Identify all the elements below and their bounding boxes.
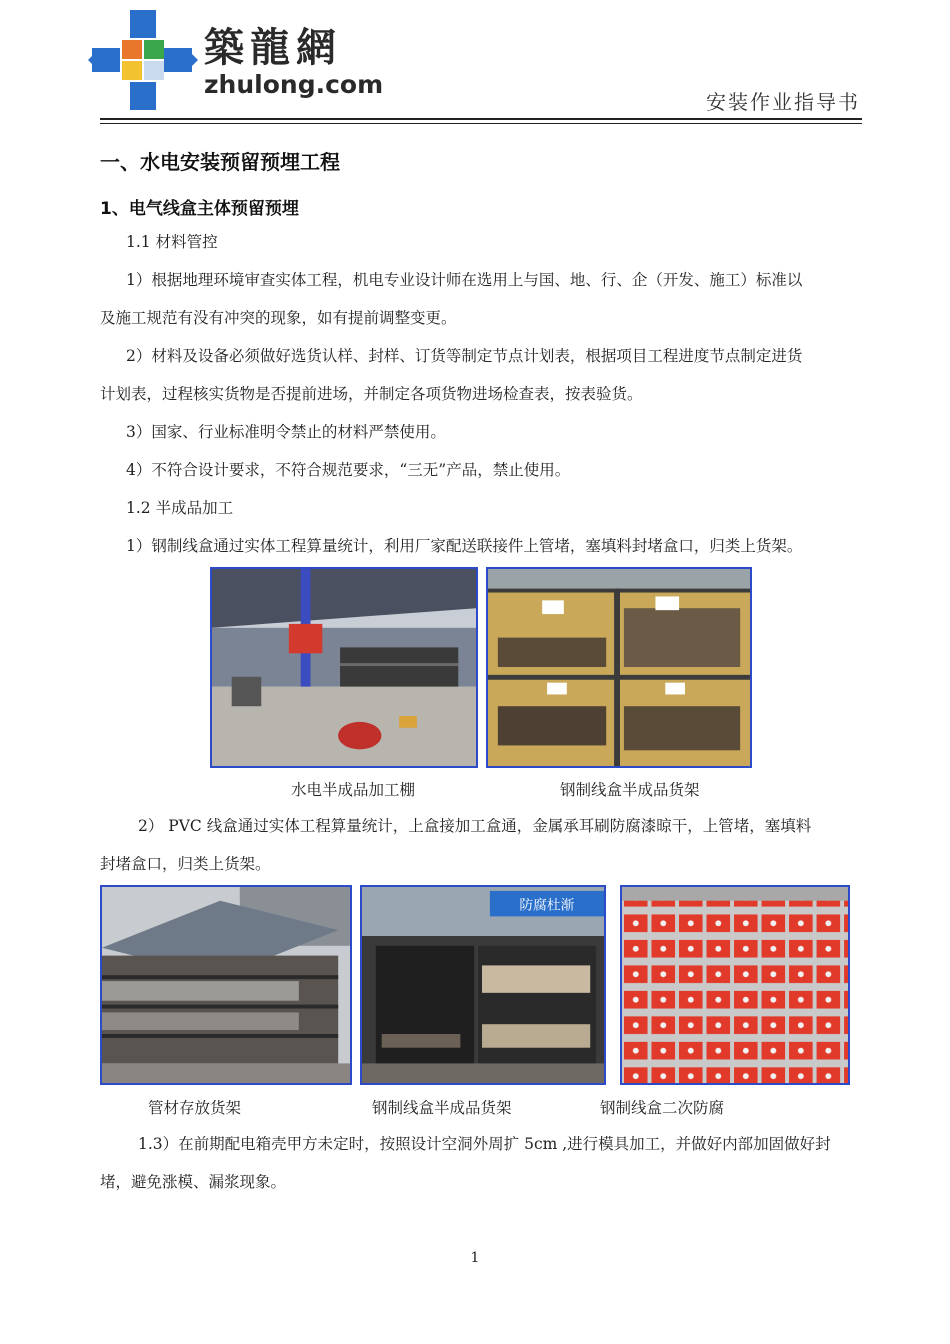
heading-1-2: 1.2 半成品加工 [126, 499, 234, 517]
photo-processing-shed [210, 567, 478, 768]
photo-steel-box-shelf-2 [360, 885, 606, 1085]
header-rule [100, 118, 862, 120]
photo-pipe-rack [100, 885, 352, 1085]
photo-anticorrosion-boxes [620, 885, 850, 1085]
section-title: 一、水电安装预留预埋工程 [100, 150, 340, 174]
page-number: 1 [470, 1250, 480, 1266]
paragraph-5: 1）钢制线盒通过实体工程算量统计，利用厂家配送联接件上管堵，塞填料封堵盒口，归类上货架。 [126, 537, 803, 555]
paragraph-2-line-2: 计划表，过程核实货物是否提前进场，并制定各项货物进场检查表，按表验货。 [100, 385, 643, 403]
document-title: 安装作业指导书 [706, 90, 860, 114]
caption-pipe-rack: 管材存放货架 [148, 1099, 242, 1117]
paragraph-1-line-2: 及施工规范有没有冲突的现象，如有提前调整变更。 [100, 309, 457, 327]
paragraph-7-line-1: 1.3）在前期配电箱壳甲方未定时，按照设计空洞外周扩 5cm ,进行模具加工，并做好内部加固做好封 [138, 1135, 831, 1153]
caption-anticorrosion-boxes: 钢制线盒二次防腐 [600, 1099, 725, 1117]
photo-steel-box-shelf [486, 567, 752, 768]
caption-processing-shed: 水电半成品加工棚 [291, 781, 416, 799]
paragraph-2-line-1: 2）材料及设备必须做好选货认样、封样、订货等制定节点计划表，根据项目工程进度节点制定进货 [126, 347, 803, 365]
paragraph-3: 3）国家、行业标准明令禁止的材料严禁使用。 [126, 423, 446, 441]
header-rule-thin [100, 123, 862, 124]
logo-emblem-icon [88, 8, 198, 112]
logo-chinese-text: 築龍網 [204, 25, 342, 71]
caption-steel-box-shelf-2: 钢制线盒半成品货架 [372, 1099, 512, 1117]
photo-sign-text: 防腐杜渐 [519, 897, 575, 914]
paragraph-1-line-1: 1）根据地理环境审查实体工程，机电专业设计师在选用上与国、地、行、企（开发、施工）标准以 [126, 271, 803, 289]
heading-1-1: 1.1 材料管控 [126, 233, 218, 251]
paragraph-6-line-2: 封堵盒口，归类上货架。 [100, 855, 271, 873]
paragraph-4: 4）不符合设计要求，不符合规范要求，“三无”产品，禁止使用。 [126, 461, 571, 479]
subsection-title: 1、电气线盒主体预留预埋 [100, 199, 299, 219]
paragraph-6-line-1: 2） PVC 线盒通过实体工程算量统计，上盒接加工盒通，金属承耳刷防腐漆晾干，上管堵，塞填料 [138, 817, 812, 835]
logo-domain-text: zhulong.com [204, 70, 384, 99]
caption-steel-box-shelf: 钢制线盒半成品货架 [560, 781, 700, 799]
paragraph-7-line-2: 堵，避免涨模、漏浆现象。 [100, 1173, 287, 1191]
site-logo [86, 8, 384, 112]
